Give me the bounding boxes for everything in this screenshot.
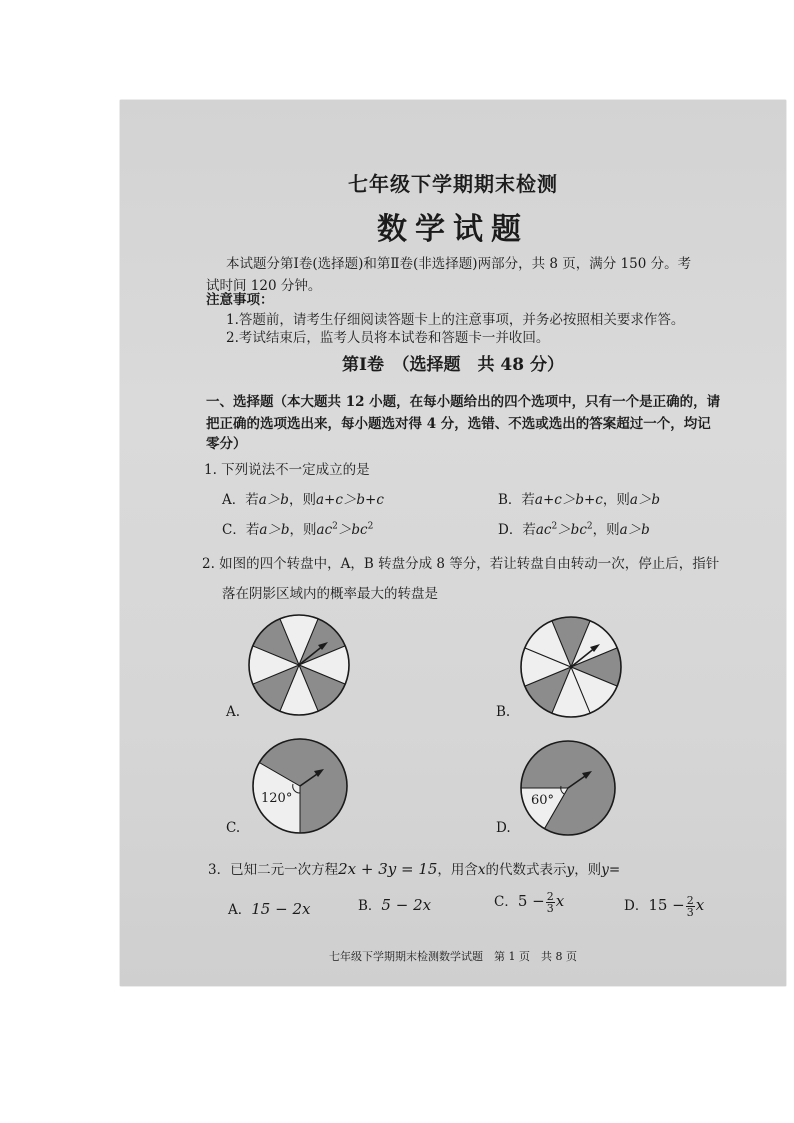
spinner-b [518, 614, 624, 720]
spinner-a [246, 612, 352, 718]
section-title: 第Ⅰ卷 （选择题 共 48 分） [342, 355, 564, 375]
q3-option-c: C．5 − $\frac{2}{3}$ x [494, 890, 565, 915]
section-intro-line-2: 把正确的选项选出来，每小题选对得 4 分，选错、不选或选出的答案超过一个，均记 [206, 416, 711, 432]
note-2: 2.考试结束后，监考人员将本试卷和答题卡一并收回。 [226, 330, 550, 346]
q3-option-b: B．5 − 2x [358, 896, 432, 914]
section-intro-line-1: 一、选择题（本大题共 12 小题，在每小题给出的四个选项中，只有一个是正确的，请 [206, 394, 721, 410]
spinner-d-angle-label: 60° [531, 793, 555, 808]
exam-page [120, 100, 786, 986]
spinner-c [250, 736, 350, 836]
intro-line-1: 本试题分第Ⅰ卷(选择题)和第Ⅱ卷(非选择题)两部分，共 8 页，满分 150 分。考 [226, 256, 692, 272]
fraction: $\frac{2}{3}$ [686, 894, 694, 919]
q2-option-a-label: A. [226, 704, 241, 720]
q1-option-a: A．若a＞b，则a+c＞b+c [222, 492, 384, 508]
exam-title: 七年级下学期期末检测 [348, 172, 558, 196]
note-1: 1.答题前，请考生仔细阅读答题卡上的注意事项，并务必按照相关要求作答。 [226, 312, 685, 328]
notes-label: 注意事项： [206, 292, 274, 308]
intro-line-2: 试时间 120 分钟。 [206, 278, 322, 294]
spinner-d [518, 738, 618, 838]
q3-option-a: A．15 − 2x [228, 900, 311, 918]
section-intro-line-3: 零分） [206, 436, 247, 452]
q3-stem: 3．已知二元一次方程2x + 3y = 15，用含x的代数式表示y，则y= [208, 860, 621, 878]
q3-option-d: D．15 − $\frac{2}{3}$ x [624, 894, 705, 919]
q1-stem: 1. 下列说法不一定成立的是 [204, 462, 370, 478]
spinner-c-angle-label: 120° [261, 791, 293, 806]
q2-option-b-label: B. [496, 704, 511, 720]
q2-stem-line-1: 2. 如图的四个转盘中，A，B 转盘分成 8 等分，若让转盘自由转动一次，停止后，指针 [202, 556, 720, 572]
q2-stem-line-2: 落在阴影区域内的概率最大的转盘是 [222, 586, 438, 602]
q2-option-d-label: D. [496, 820, 511, 836]
q1-option-c: C．若a＞b，则$ac^2>bc^2$ [222, 521, 374, 538]
q1-option-d: D．若$ac^2>bc^2$，则a＞b [498, 521, 650, 538]
exam-subject-title: 数学试题 [377, 212, 529, 247]
fraction: $\frac{2}{3}$ [546, 890, 554, 915]
q1-option-b: B．若a+c＞b+c，则a＞b [498, 492, 661, 508]
q2-option-c-label: C. [226, 820, 241, 836]
page-footer: 七年级下学期期末检测数学试题 第 1 页 共 8 页 [329, 950, 577, 963]
